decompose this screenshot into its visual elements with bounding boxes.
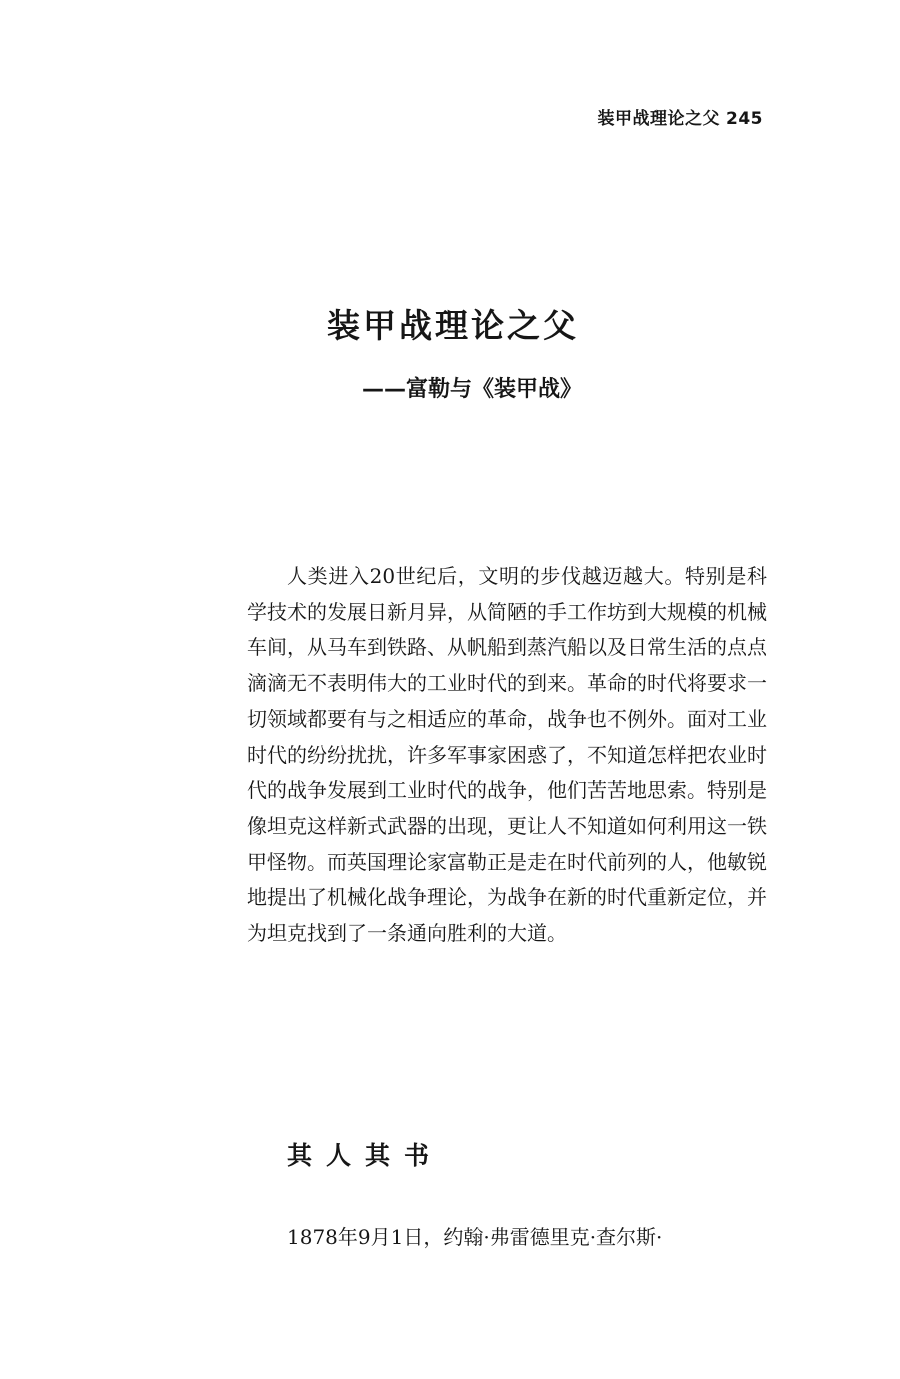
running-header — [598, 104, 764, 129]
chapter-title: 装甲战理论之父 — [327, 306, 579, 345]
page-number: 245 — [726, 109, 763, 129]
section-heading: 其人其书 — [287, 1141, 444, 1170]
running-title: 装甲战理论之父 — [597, 109, 720, 129]
section-paragraph: 1878年9月1日，约翰·弗雷德里克·查尔斯· — [287, 1225, 663, 1249]
chapter-subtitle: ——富勒与《装甲战》 — [362, 377, 583, 402]
intro-paragraph: 人类进入20世纪后，文明的步伐越迈越大。特别是科学技术的发展日新月异，从简陋的手工作坊到大规模的机械车间，从马车到铁路、从帆船到蒸汽船以及日常生活的点点滴滴无不表明伟大的工业时代的到来。革命的时代将要求一切领域都要有与之相适应的革命，战争也不例外。面对工业时代的纷纷扰扰，许多军事家困惑了，不知道怎样把农业时代的战争发展到工业时代的战争，他们苦苦地思索。特别是像坦克这样新式武器的出现，更让人不知道如何利用这一铁甲怪物。而英国理论家富勒正是走在时代前列的人，他敏锐地提出了机械化战争理论，为战争在新的时代重新定位，并为坦克找到了一条通向胜利的大道。 — [247, 564, 767, 946]
